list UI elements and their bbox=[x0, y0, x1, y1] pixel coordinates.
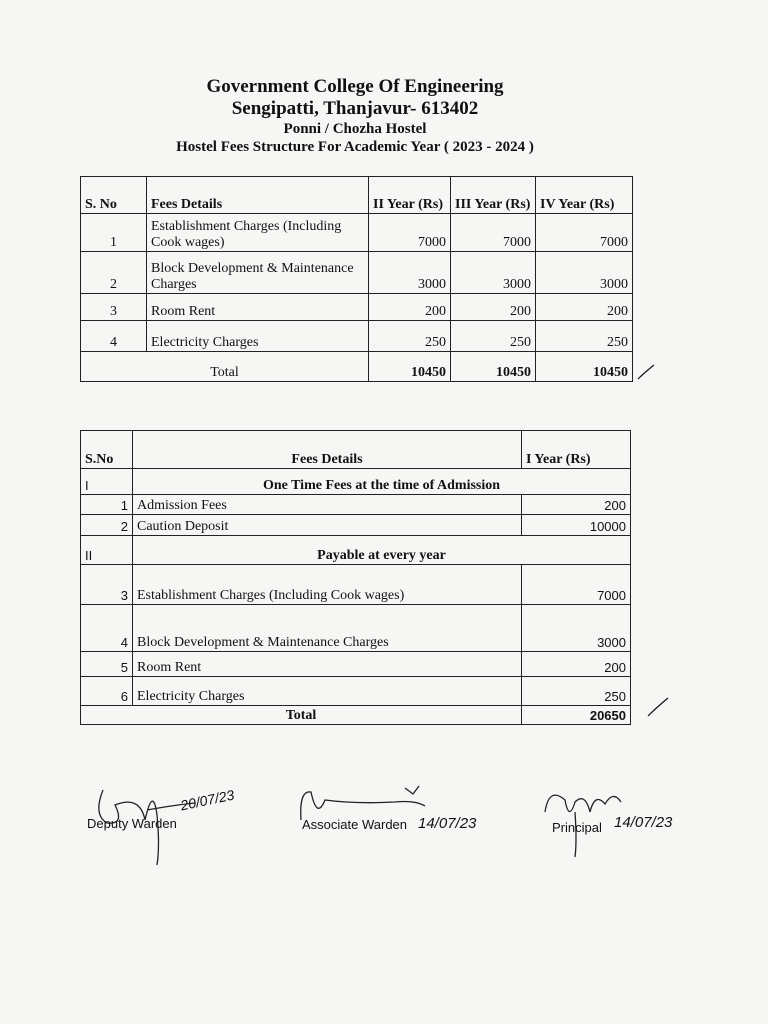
row-amount: 7000 bbox=[522, 565, 631, 605]
row-details: Establishment Charges (Including Cook wages) bbox=[133, 565, 522, 605]
col-header-year1: I Year (Rs) bbox=[522, 431, 631, 469]
principal-date: 14/07/23 bbox=[614, 814, 673, 831]
total-label: Total bbox=[81, 352, 369, 382]
college-name: Government College Of Engineering bbox=[206, 76, 504, 97]
fees-table-first-year bbox=[80, 430, 631, 725]
section-number: I bbox=[81, 469, 133, 495]
row-details: Electricity Charges bbox=[147, 321, 369, 352]
row-year4: 200 bbox=[536, 294, 633, 321]
table-row bbox=[81, 605, 631, 652]
row-year4: 7000 bbox=[536, 214, 633, 252]
college-address: Sengipatti, Thanjavur- 613402 bbox=[231, 98, 479, 119]
row-sno: 1 bbox=[81, 214, 147, 252]
total-year2: 10450 bbox=[369, 352, 451, 382]
associate-warden-date: 14/07/23 bbox=[418, 815, 477, 832]
document-title: Hostel Fees Structure For Academic Year ( 2023 - 2024 ) bbox=[176, 139, 534, 155]
table-row bbox=[81, 294, 633, 321]
row-amount: 200 bbox=[522, 652, 631, 677]
col-header-details: Fees Details bbox=[133, 431, 522, 469]
row-sno: 2 bbox=[81, 252, 147, 294]
section-row bbox=[81, 469, 631, 495]
fees-table-senior-years bbox=[80, 176, 633, 382]
check-mark-icon bbox=[636, 362, 656, 382]
section-title: Payable at every year bbox=[133, 536, 631, 565]
row-sno: 1 bbox=[81, 495, 133, 515]
row-details: Admission Fees bbox=[133, 495, 522, 515]
row-amount: 10000 bbox=[522, 515, 631, 536]
table-row bbox=[81, 321, 633, 352]
col-header-year4: IV Year (Rs) bbox=[536, 177, 633, 214]
row-year4: 3000 bbox=[536, 252, 633, 294]
table-row bbox=[81, 677, 631, 706]
row-details: Electricity Charges bbox=[133, 677, 522, 706]
table-header-row bbox=[81, 431, 631, 469]
row-year2: 250 bbox=[369, 321, 451, 352]
row-sno: 5 bbox=[81, 652, 133, 677]
total-year4: 10450 bbox=[536, 352, 633, 382]
col-header-details: Fees Details bbox=[147, 177, 369, 214]
col-header-sno: S. No bbox=[81, 177, 147, 214]
total-label: Total bbox=[81, 706, 522, 725]
deputy-warden-label: Deputy Warden bbox=[87, 816, 177, 831]
principal-label: Principal bbox=[552, 820, 602, 835]
table-row bbox=[81, 652, 631, 677]
check-mark-icon bbox=[646, 696, 670, 720]
row-amount: 200 bbox=[522, 495, 631, 515]
row-sno: 2 bbox=[81, 515, 133, 536]
total-year3: 10450 bbox=[451, 352, 536, 382]
row-year3: 7000 bbox=[451, 214, 536, 252]
row-details: Room Rent bbox=[133, 652, 522, 677]
table-row bbox=[81, 515, 631, 536]
total-row bbox=[81, 706, 631, 725]
table-row bbox=[81, 565, 631, 605]
row-year3: 200 bbox=[451, 294, 536, 321]
table-row bbox=[81, 214, 633, 252]
row-year2: 7000 bbox=[369, 214, 451, 252]
row-details: Establishment Charges (Including Cook wages) bbox=[147, 214, 369, 252]
row-year2: 3000 bbox=[369, 252, 451, 294]
table-header-row bbox=[81, 177, 633, 214]
row-year2: 200 bbox=[369, 294, 451, 321]
row-sno: 3 bbox=[81, 565, 133, 605]
row-year3: 3000 bbox=[451, 252, 536, 294]
row-sno: 4 bbox=[81, 605, 133, 652]
row-details: Block Development & Maintenance Charges bbox=[147, 252, 369, 294]
row-sno: 6 bbox=[81, 677, 133, 706]
total-amount: 20650 bbox=[522, 706, 631, 725]
row-details: Caution Deposit bbox=[133, 515, 522, 536]
associate-warden-label: Associate Warden bbox=[302, 817, 408, 832]
row-year3: 250 bbox=[451, 321, 536, 352]
row-sno: 4 bbox=[81, 321, 147, 352]
row-sno: 3 bbox=[81, 294, 147, 321]
row-amount: 3000 bbox=[522, 605, 631, 652]
section-number: II bbox=[81, 536, 133, 565]
table-row bbox=[81, 495, 631, 515]
section-title: One Time Fees at the time of Admission bbox=[133, 469, 631, 495]
row-amount: 250 bbox=[522, 677, 631, 706]
hostel-name: Ponni / Chozha Hostel bbox=[283, 121, 427, 137]
row-year4: 250 bbox=[536, 321, 633, 352]
col-header-year3: III Year (Rs) bbox=[451, 177, 536, 214]
col-header-sno: S.No bbox=[81, 431, 133, 469]
table-row bbox=[81, 252, 633, 294]
col-header-year2: II Year (Rs) bbox=[369, 177, 451, 214]
section-row bbox=[81, 536, 631, 565]
deputy-warden-date: 20/07/23 bbox=[178, 786, 236, 814]
row-details: Block Development & Maintenance Charges bbox=[133, 605, 522, 652]
total-row bbox=[81, 352, 633, 382]
row-details: Room Rent bbox=[147, 294, 369, 321]
